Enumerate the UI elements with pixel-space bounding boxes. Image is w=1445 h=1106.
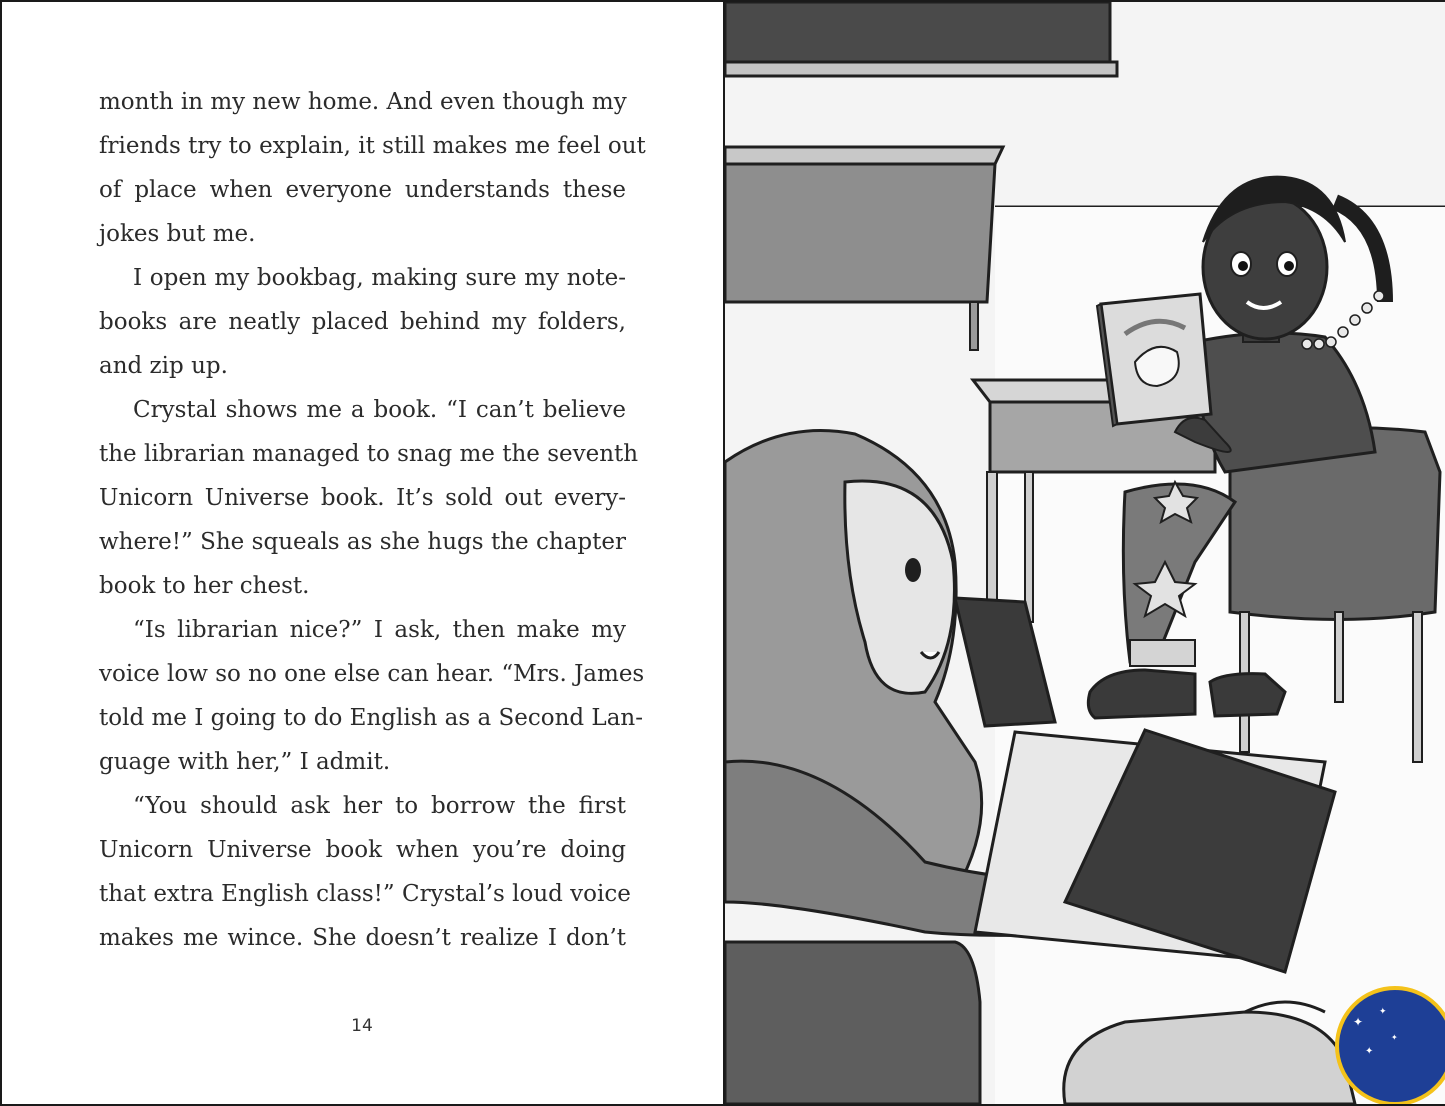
svg-text:✦: ✦ <box>1391 1033 1398 1042</box>
text-line: Crystal shows me a book. “I can’t believe <box>133 397 626 423</box>
text-line: book to her chest. <box>99 573 310 599</box>
text-line: jokes but me. <box>99 221 256 247</box>
text-line: voice low so no one else can hear. “Mrs. James <box>99 661 645 687</box>
text-line: where!” She squeals as she hugs the chapter <box>99 529 626 555</box>
text-page <box>2 2 725 1104</box>
text-line: books are neatly placed behind my folders, <box>99 309 626 335</box>
svg-text:✦: ✦ <box>1379 1007 1387 1017</box>
text-line: I open my bookbag, making sure my note- <box>133 265 626 291</box>
classroom-illustration <box>725 2 1445 1104</box>
text-line: month in my new home. And even though my <box>99 89 627 115</box>
page-number: 14 <box>351 1016 373 1036</box>
text-line: friends try to explain, it still makes me feel out <box>99 133 646 159</box>
svg-text:✦: ✦ <box>1365 1046 1374 1057</box>
body-text <box>99 80 646 960</box>
text-line: “Is librarian nice?” I ask, then make my <box>133 617 626 643</box>
chalkboard <box>725 2 1117 76</box>
text-line: and zip up. <box>99 353 228 379</box>
svg-text:✦: ✦ <box>1353 1015 1364 1029</box>
text-line: that extra English class!” Crystal’s loud voice <box>99 881 631 907</box>
text-line: Unicorn Universe book. It’s sold out every- <box>99 485 626 511</box>
illustration-page <box>725 2 1445 1104</box>
text-line: the librarian managed to snag me the seventh <box>99 441 639 467</box>
foreground-chair <box>725 942 980 1104</box>
text-line: guage with her,” I admit. <box>99 749 391 775</box>
text-line: “You should ask her to borrow the first <box>133 793 626 819</box>
text-line: of place when everyone understands these <box>99 177 626 203</box>
moon-icon <box>1337 988 1445 1104</box>
unicorn-book <box>1097 294 1211 426</box>
text-line: told me I going to do English as a Second Lan- <box>99 705 643 731</box>
text-line: makes me wince. She doesn’t realize I don’t <box>99 925 626 951</box>
text-line: Unicorn Universe book when you’re doing <box>99 837 626 863</box>
